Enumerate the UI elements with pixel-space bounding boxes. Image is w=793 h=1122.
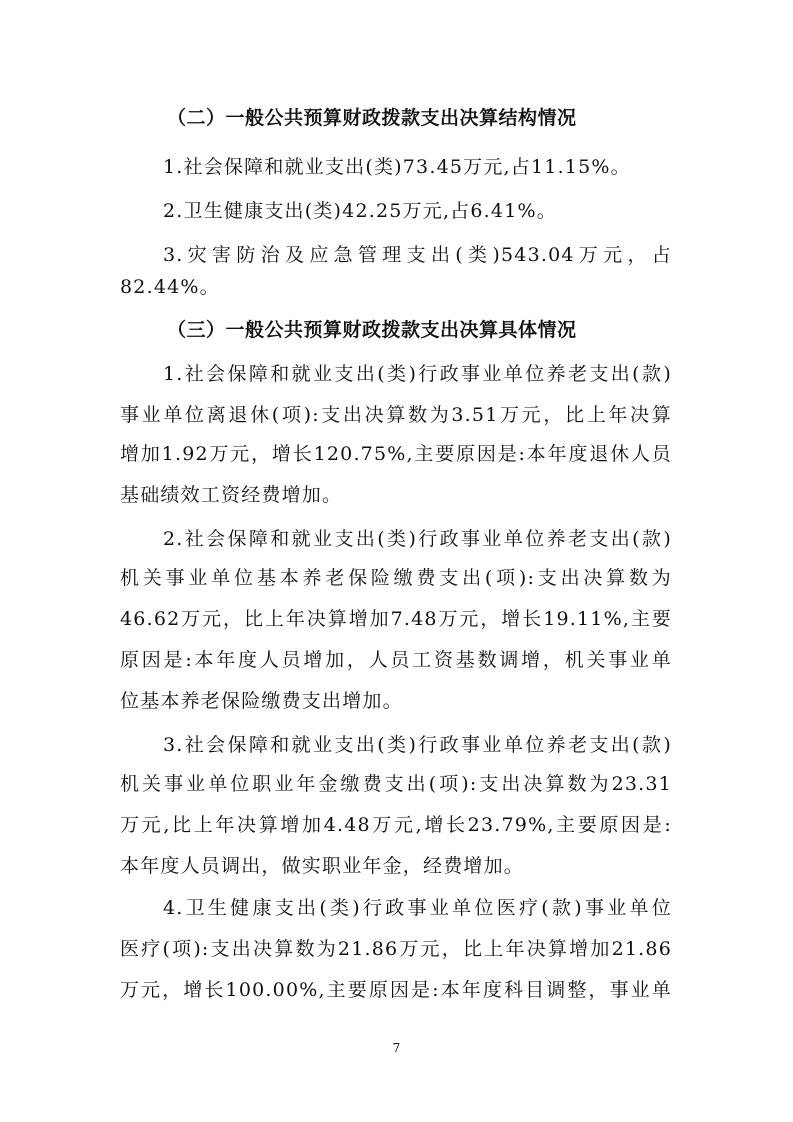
detail-line-4: 基础绩效工资经费增加。 [120, 484, 343, 506]
detail-line-10: 3.社会保障和就业支出(类)行政事业单位养老支出(款) [163, 734, 672, 756]
section-heading-structure: （二）一般公共预算财政拨款支出决算结构情况 [167, 107, 577, 129]
detail-line-8: 原因是:本年度人员增加，人员工资基数调增，机关事业单 [120, 649, 672, 671]
detail-line-14: 4.卫生健康支出(类)行政事业单位医疗(款)事业单位 [163, 897, 672, 919]
detail-line-2: 事业单位离退休(项):支出决算数为3.51万元，比上年决算 [120, 404, 672, 426]
detail-line-9: 位基本养老保险缴费支出增加。 [120, 690, 403, 712]
structure-item-3-continued: 82.44%。 [120, 276, 220, 298]
detail-line-11: 机关事业单位职业年金缴费支出(项):支出决算数为23.31 [120, 773, 672, 795]
detail-line-13: 本年度人员调出，做实职业年金，经费增加。 [120, 855, 525, 877]
detail-line-7: 46.62万元，比上年决算增加7.48万元，增长19.11%,主要 [120, 608, 672, 630]
detail-line-5: 2.社会保障和就业支出(类)行政事业单位养老支出(款) [163, 528, 672, 550]
detail-line-16: 万元，增长100.00%,主要原因是:本年度科目调整，事业单 [120, 979, 672, 1001]
structure-item-3: 3.灾害防治及应急管理支出(类)543.04万元，占 [163, 244, 672, 266]
page-number: 7 [392, 1041, 401, 1055]
detail-line-6: 机关事业单位基本养老保险缴费支出(项):支出决算数为 [120, 567, 672, 589]
structure-item-1: 1.社会保障和就业支出(类)73.45万元,占11.15%。 [163, 156, 631, 178]
detail-line-15: 医疗(项):支出决算数为21.86万元，比上年决算增加21.86 [120, 938, 672, 960]
detail-line-3: 增加1.92万元，增长120.75%,主要原因是:本年度退休人员 [120, 443, 672, 465]
detail-line-12: 万元,比上年决算增加4.48万元,增长23.79%,主要原因是: [120, 814, 672, 836]
structure-item-2: 2.卫生健康支出(类)42.25万元,占6.41%。 [163, 200, 557, 222]
detail-line-1: 1.社会保障和就业支出(类)行政事业单位养老支出(款) [163, 363, 672, 385]
section-heading-detail: （三）一般公共预算财政拨款支出决算具体情况 [167, 319, 577, 341]
